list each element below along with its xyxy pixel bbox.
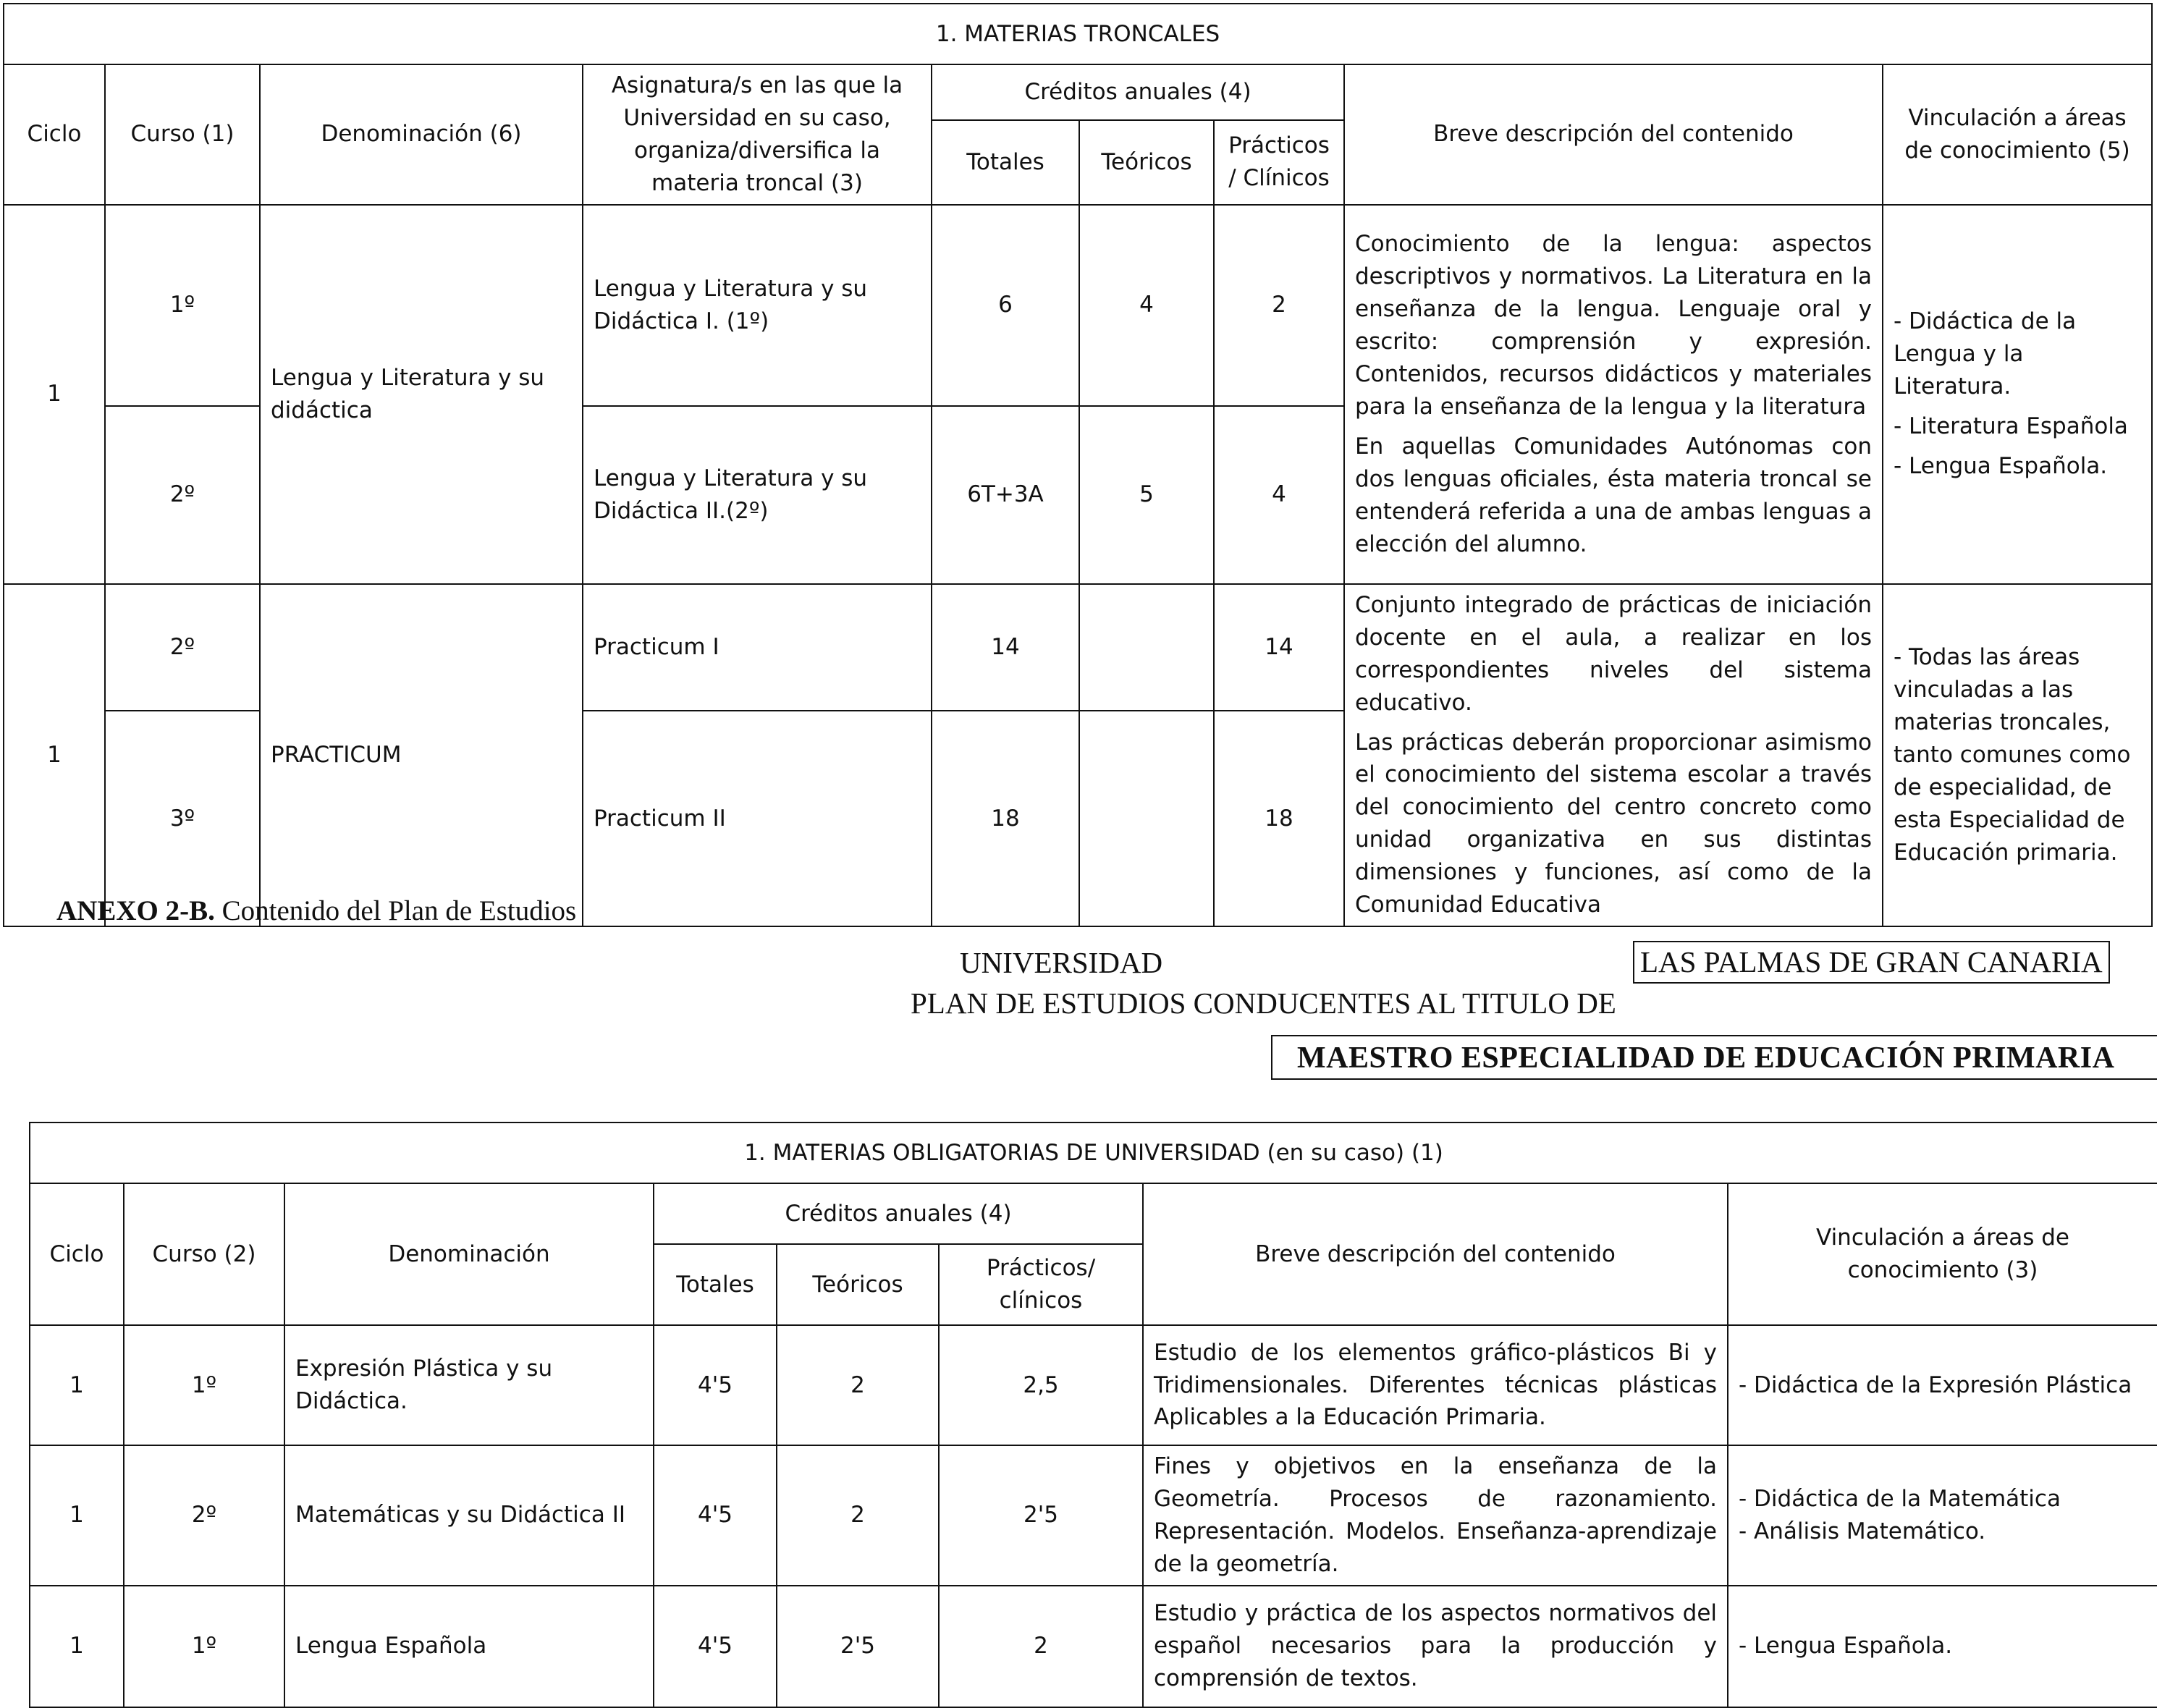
descripcion-cell [1344, 584, 1883, 926]
header-descripcion: Breve descripción del contenido [1344, 64, 1883, 205]
header-curso: Curso (1) [105, 64, 260, 205]
header-vinculacion: Vinculación a áreas de conocimiento (5) [1883, 64, 2152, 205]
teoricos-cell [1079, 584, 1214, 711]
plan-label: PLAN DE ESTUDIOS CONDUCENTES AL TITULO DE [911, 986, 1616, 1020]
anexo-heading [56, 895, 576, 927]
asignatura-cell: Lengua y Literatura y su Didáctica II.(2º) [583, 406, 932, 584]
header-creditos: Créditos anuales (4) [654, 1183, 1143, 1244]
vinculacion-cell [1728, 1586, 2157, 1707]
area-item: - Lengua Española. [1894, 453, 2108, 480]
totales-cell: 4'5 [654, 1445, 777, 1586]
descripcion-cell [1344, 205, 1883, 584]
descripcion-cell: Fines y objetivos en la enseñanza de la Geometría. Procesos de razonamiento. Representación. Modelos. Enseñanza-aprendizaje de la geometría. [1143, 1445, 1728, 1586]
denominacion-cell: Lengua y Literatura y su didáctica [260, 205, 583, 584]
curso-cell: 1º [124, 1325, 284, 1445]
asignatura-cell: Practicum I [583, 584, 932, 711]
teoricos-cell: 2 [777, 1445, 939, 1586]
vinculacion-cell [1883, 205, 2152, 584]
descripcion-paragraph: Conjunto integrado de prácticas de iniciación docente en el aula, a realizar en los correspondientes niveles del sistema educativo. [1355, 591, 1872, 716]
curso-cell: 2º [124, 1445, 284, 1586]
practicos-cell: 2,5 [939, 1325, 1143, 1445]
table-title: 1. MATERIAS OBLIGATORIAS DE UNIVERSIDAD (en su caso) (1) [30, 1123, 2157, 1183]
descripcion-cell: Estudio de los elementos gráfico-plásticos Bi y Tridimensionales. Diferentes técnicas plásticas Aplicables a la Educación Primaria. [1143, 1325, 1728, 1445]
ciclo-cell: 1 [4, 584, 105, 926]
area-item: - Didáctica de la Expresión Plástica [1739, 1371, 2132, 1398]
header-practicos: Prácticos / Clínicos [1214, 120, 1344, 205]
teoricos-cell: 2'5 [777, 1586, 939, 1707]
header-practicos: Prácticos/ clínicos [939, 1244, 1143, 1325]
practicos-cell: 2 [939, 1586, 1143, 1707]
totales-cell: 14 [932, 584, 1079, 711]
area-item: - Didáctica de la Matemática [1739, 1485, 2061, 1512]
curso-cell: 2º [105, 406, 260, 584]
header-ciclo: Ciclo [4, 64, 105, 205]
curso-cell: 1º [124, 1586, 284, 1707]
anexo-label: ANEXO 2-B. [56, 895, 215, 926]
teoricos-cell: 4 [1079, 205, 1214, 406]
table-row [30, 1445, 2157, 1586]
denominacion-cell: Matemáticas y su Didáctica II [284, 1445, 654, 1586]
ciclo-cell: 1 [30, 1445, 124, 1586]
totales-cell: 4'5 [654, 1586, 777, 1707]
header-creditos: Créditos anuales (4) [932, 64, 1344, 120]
practicos-cell: 2 [1214, 205, 1344, 406]
vinculacion-cell: - Todas las áreas vinculadas a las materias troncales, tanto comunes como de especialidad, de esta Especialidad de Educación primaria. [1883, 584, 2152, 926]
header-curso: Curso (2) [124, 1183, 284, 1325]
curso-cell: 1º [105, 205, 260, 406]
header-ciclo: Ciclo [30, 1183, 124, 1325]
practicos-cell: 2'5 [939, 1445, 1143, 1586]
ciclo-cell: 1 [30, 1325, 124, 1445]
header-teoricos: Teóricos [1079, 120, 1214, 205]
ciclo-cell: 1 [30, 1586, 124, 1707]
teoricos-cell: 5 [1079, 406, 1214, 584]
practicos-cell: 18 [1214, 711, 1344, 926]
table-row [4, 205, 2152, 406]
descripcion-paragraph: En aquellas Comunidades Autónomas con dos lenguas oficiales, ésta materia troncal se entenderá referida a una de ambas lenguas a elección del alumno. [1355, 433, 1872, 557]
header-denominacion: Denominación [284, 1183, 654, 1325]
totales-cell: 6T+3A [932, 406, 1079, 584]
practicos-cell: 14 [1214, 584, 1344, 711]
teoricos-cell [1079, 711, 1214, 926]
titulo-text: MAESTRO ESPECIALIDAD DE EDUCACIÓN PRIMARIA [1297, 1041, 2115, 1075]
totales-cell: 18 [932, 711, 1079, 926]
area-item: - Literatura Española [1894, 413, 2128, 440]
curso-cell: 3º [105, 711, 260, 926]
header-teoricos: Teóricos [777, 1244, 939, 1325]
teoricos-cell: 2 [777, 1325, 939, 1445]
header-asignaturas: Asignatura/s en las que la Universidad en su caso, organiza/diversifica la materia troncal (3) [583, 64, 932, 205]
descripcion-paragraph: Las prácticas deberán proporcionar asimismo el conocimiento del sistema escolar a través del conocimiento del centro concreto como unidad organizativa en sus distintas dimensiones y funciones, así como de la Comunidad Educativa [1355, 729, 1872, 918]
area-item: - Análisis Matemático. [1739, 1518, 1986, 1544]
universidad-name-box: LAS PALMAS DE GRAN CANARIA [1633, 941, 2110, 984]
denominacion-cell: Lengua Española [284, 1586, 654, 1707]
ciclo-cell: 1 [4, 205, 105, 584]
titulo-box [1271, 1035, 2157, 1080]
practicos-cell: 4 [1214, 406, 1344, 584]
header-totales: Totales [654, 1244, 777, 1325]
asignatura-cell: Practicum II [583, 711, 932, 926]
anexo-subtitle: Contenido del Plan de Estudios [214, 895, 577, 926]
curso-cell: 2º [105, 584, 260, 711]
header-vinculacion: Vinculación a áreas de conocimiento (3) [1728, 1183, 2157, 1325]
descripcion-paragraph: Conocimiento de la lengua: aspectos descriptivos y normativos. La Literatura en la enseñanza de la lengua. Lenguaje oral y escrito: comprensión y expresión. Contenidos, recursos didácticos y materiales para la enseñanza de la lengua y la literatura [1355, 231, 1872, 420]
header-totales: Totales [932, 120, 1079, 205]
universidad-label: UNIVERSIDAD [960, 946, 1163, 979]
area-item: - Didáctica de la Lengua y la Literatura. [1894, 308, 2077, 400]
denominacion-cell: Expresión Plástica y su Didáctica. [284, 1325, 654, 1445]
vinculacion-cell [1728, 1445, 2157, 1586]
header-descripcion: Breve descripción del contenido [1143, 1183, 1728, 1325]
denominacion-cell: PRACTICUM [260, 584, 583, 926]
table-row [30, 1586, 2157, 1707]
table-row [4, 584, 2152, 711]
totales-cell: 4'5 [654, 1325, 777, 1445]
asignatura-cell: Lengua y Literatura y su Didáctica I. (1º) [583, 205, 932, 406]
table-title: 1. MATERIAS TRONCALES [4, 4, 2152, 64]
descripcion-cell: Estudio y práctica de los aspectos normativos del español necesarios para la producción y comprensión de textos. [1143, 1586, 1728, 1707]
vinculacion-cell [1728, 1325, 2157, 1445]
area-item: - Lengua Española. [1739, 1633, 1953, 1660]
totales-cell: 6 [932, 205, 1079, 406]
table-row [30, 1325, 2157, 1445]
materias-obligatorias-table [29, 1122, 2157, 1708]
materias-troncales-table [3, 3, 2153, 927]
header-denominacion: Denominación (6) [260, 64, 583, 205]
